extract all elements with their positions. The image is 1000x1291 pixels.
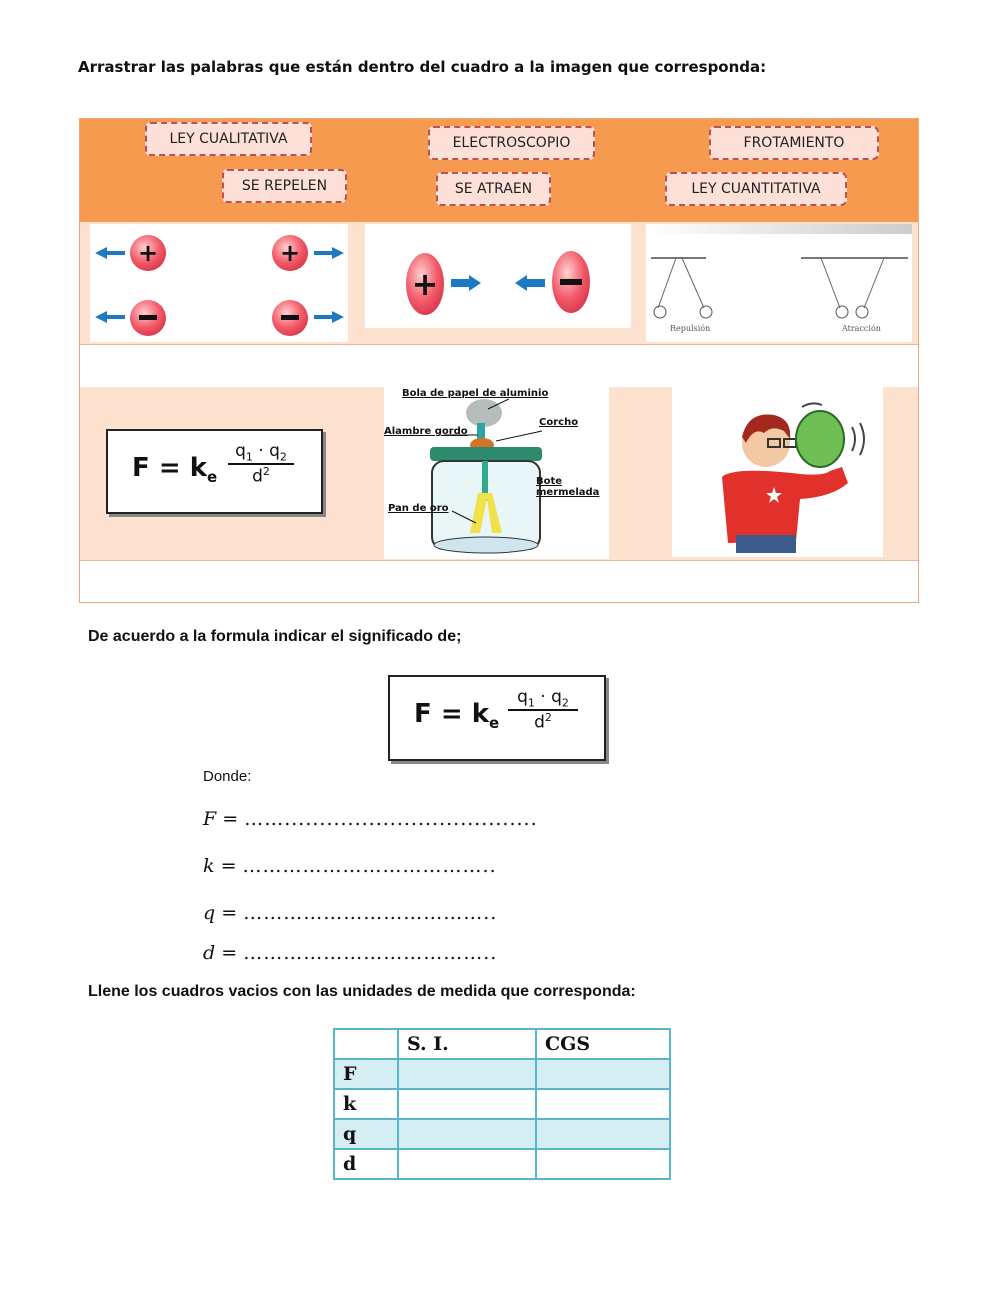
formula-k: k <box>189 453 207 483</box>
formula2-q1-sub: 1 <box>527 696 535 710</box>
formula2-q2: q <box>551 687 562 707</box>
label-alambre: Alambre gordo <box>384 426 468 437</box>
si-unit-cell[interactable] <box>398 1119 536 1149</box>
formula-instructions: De acuerdo a la formula indicar el significado de; <box>88 628 462 645</box>
table-row <box>334 1059 670 1089</box>
definition-symbol: q <box>203 902 216 924</box>
si-unit-cell[interactable] <box>398 1089 536 1119</box>
table-row <box>334 1119 670 1149</box>
formula2-q1: q <box>517 687 528 707</box>
table-header-row <box>334 1029 670 1059</box>
word-chip-ley-cualitativa[interactable]: LEY CUALITATIVA <box>145 122 312 156</box>
row-label: d <box>334 1149 398 1179</box>
svg-text:+: + <box>137 239 159 267</box>
svg-text:+: + <box>411 265 439 303</box>
cgs-unit-cell[interactable] <box>536 1149 670 1179</box>
definition-symbol: d <box>203 942 216 964</box>
table-header-cell <box>334 1029 398 1059</box>
table-header-cell: CGS <box>536 1029 670 1059</box>
formula-dot: · <box>258 441 264 461</box>
cgs-unit-cell[interactable] <box>536 1119 670 1149</box>
word-chip-electroscopio[interactable]: ELECTROSCOPIO <box>428 126 595 160</box>
si-unit-cell[interactable] <box>398 1059 536 1089</box>
drag-instructions: Arrastrar las palabras que están dentro del cuadro a la imagen que corresponda: <box>78 58 767 76</box>
word-chip-se-repelen[interactable]: SE REPELEN <box>222 169 347 203</box>
repulsion-caption: Repulsión <box>670 324 711 333</box>
formula-f: F <box>132 453 150 483</box>
label-pan-de-oro: Pan de oro <box>388 503 449 514</box>
formula2-d: d <box>534 713 545 734</box>
definition-k[interactable] <box>203 855 497 877</box>
table-row <box>334 1089 670 1119</box>
word-chip-ley-cuantitativa[interactable]: LEY CUANTITATIVA <box>665 172 847 206</box>
coulomb-formula-large <box>388 675 606 761</box>
attraction-image <box>365 224 631 328</box>
definition-eq: = <box>220 855 237 877</box>
donde-label: Donde: <box>203 768 252 785</box>
row-label: q <box>334 1119 398 1149</box>
cgs-unit-cell[interactable] <box>536 1089 670 1119</box>
definition-eq: = <box>221 902 238 924</box>
label-bola: Bola de papel de aluminio <box>402 388 549 399</box>
formula2-f: F <box>414 699 432 729</box>
label-corcho: Corcho <box>539 417 579 428</box>
table-row <box>334 1149 670 1179</box>
repulsion-image <box>90 224 348 342</box>
row-label: F <box>334 1059 398 1089</box>
word-chip-se-atraen[interactable]: SE ATRAEN <box>436 172 551 206</box>
svg-text:+: + <box>279 239 301 267</box>
cgs-unit-cell[interactable] <box>536 1059 670 1089</box>
formula-d: d <box>252 467 263 488</box>
definition-d[interactable] <box>203 942 497 964</box>
units-table <box>333 1028 671 1180</box>
definition-eq: = <box>221 942 238 964</box>
formula-q2: q <box>269 441 280 461</box>
formula-q2-sub: 2 <box>279 450 287 464</box>
rubbing-balloon-image <box>672 387 883 557</box>
electroscope-image <box>384 387 609 559</box>
formula-k-sub: e <box>206 468 218 487</box>
definition-symbol: k <box>203 855 215 877</box>
definition-symbol: F <box>203 808 217 830</box>
pendulum-image <box>646 224 912 342</box>
formula2-k-sub: e <box>488 714 500 733</box>
formula-equals: = <box>158 453 181 483</box>
units-instructions: Llene los cuadros vacios con las unidades de medida que corresponda: <box>88 983 636 1000</box>
definition-blank[interactable]: …….................................... <box>244 808 538 830</box>
attraction-caption: Atracción <box>842 324 881 333</box>
formula2-q2-sub: 2 <box>561 696 569 710</box>
formula-q1-sub: 1 <box>245 450 253 464</box>
definition-eq: = <box>222 808 239 830</box>
row-label: k <box>334 1089 398 1119</box>
si-unit-cell[interactable] <box>398 1149 536 1179</box>
formula2-equals: = <box>440 699 463 729</box>
table-header-cell: S. I. <box>398 1029 536 1059</box>
definition-q[interactable] <box>203 902 497 924</box>
definition-blank[interactable]: ……………………………….. <box>243 902 498 924</box>
formula2-dot: · <box>540 687 546 707</box>
formula-exp: 2 <box>262 465 270 479</box>
formula-q1: q <box>235 441 246 461</box>
definition-f[interactable] <box>203 808 538 830</box>
coulomb-formula-card <box>106 429 323 514</box>
formula2-exp: 2 <box>544 711 552 725</box>
formula2-k: k <box>471 699 489 729</box>
definition-blank[interactable]: ……………………………….. <box>243 942 498 964</box>
word-chip-frotamiento[interactable]: FROTAMIENTO <box>709 126 879 160</box>
label-bote: Bote mermelada <box>536 476 600 498</box>
definition-blank[interactable]: ……………………………….. <box>242 855 497 877</box>
